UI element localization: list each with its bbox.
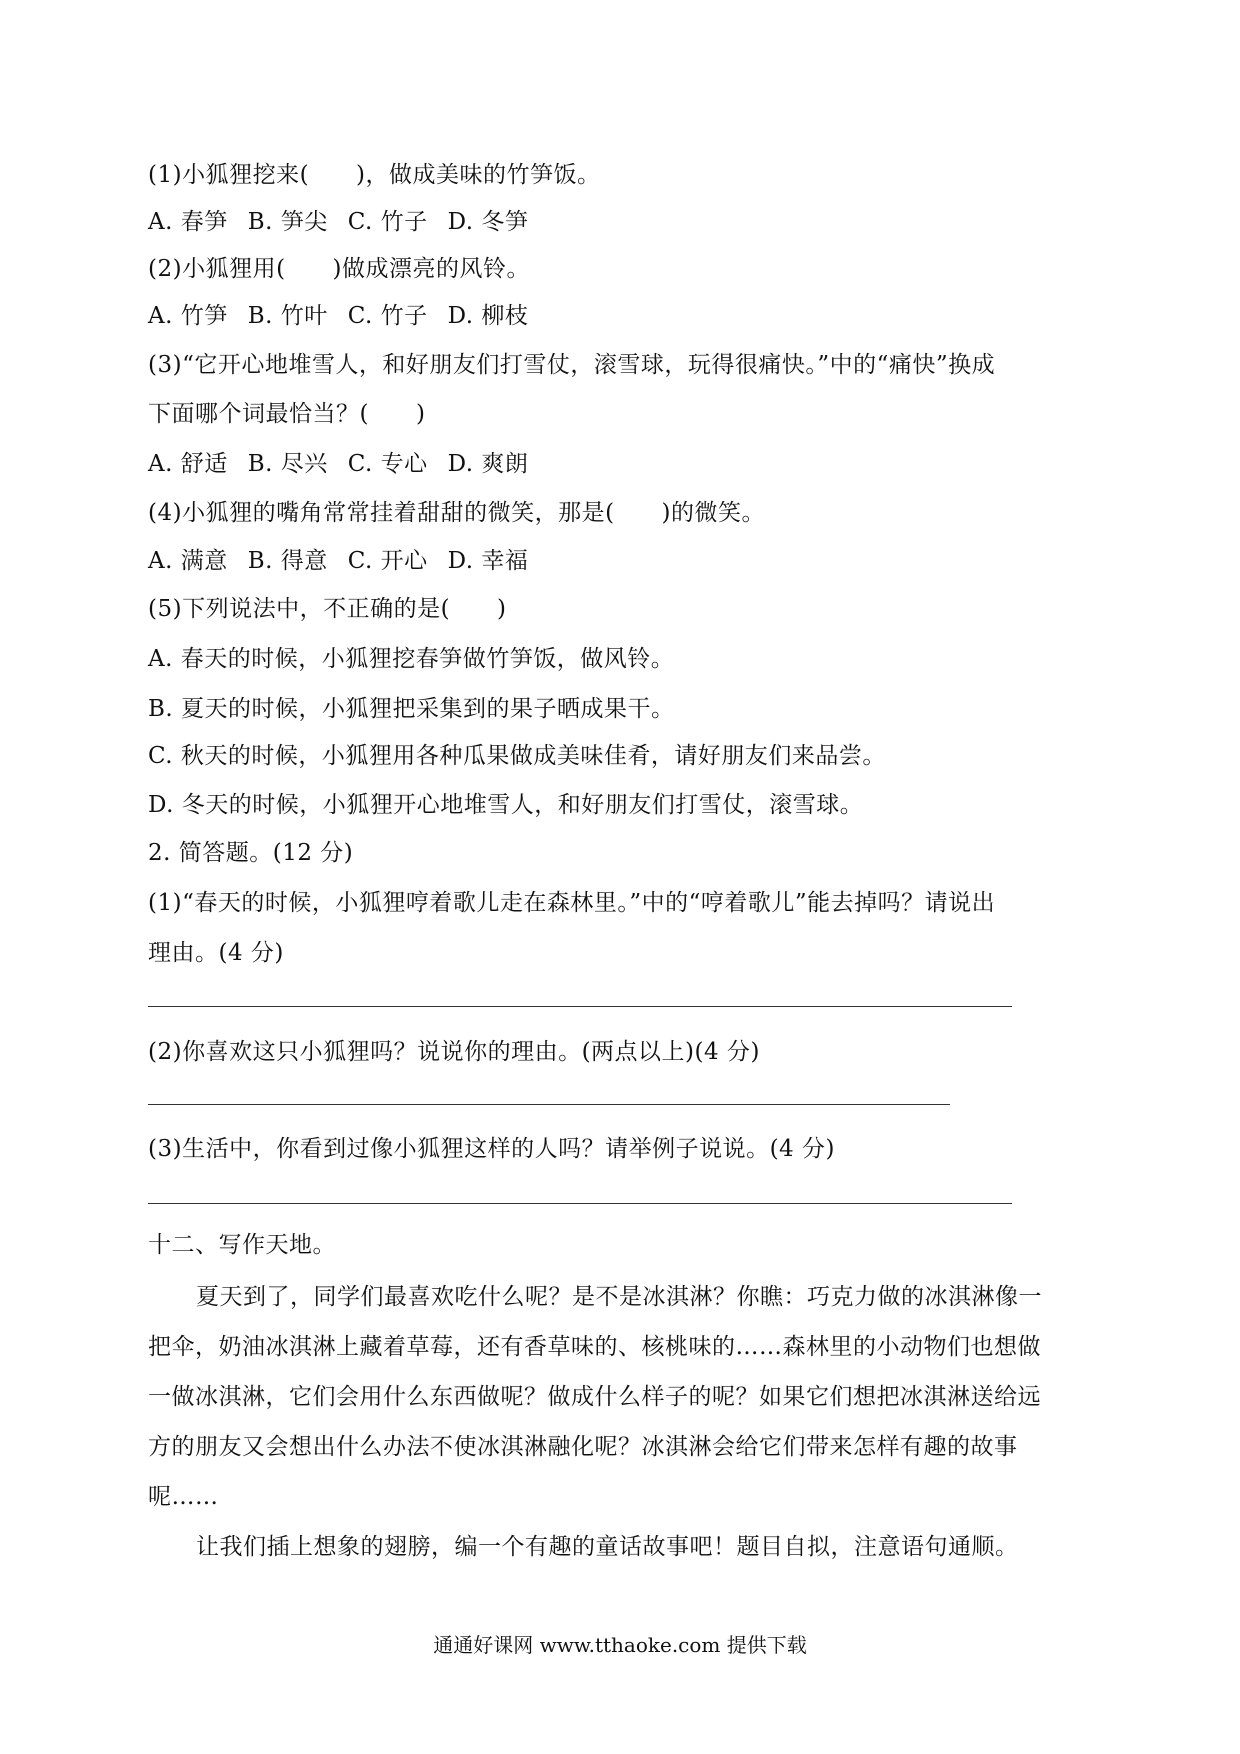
writing-para1-line3: 一做冰淇淋，它们会用什么东西做呢？做成什么样子的呢？如果它们想把冰淇淋送给远: [148, 1384, 1041, 1410]
writing-heading: 十二、写作天地。: [148, 1232, 336, 1258]
option: D. 冬笋: [447, 209, 529, 235]
writing-para1-line2: 把伞，奶油冰淇淋上藏着草莓，还有香草味的、核桃味的……森林里的小动物们也想做: [148, 1334, 1041, 1360]
short-answer-heading: 2. 简答题。(12 分): [148, 840, 354, 866]
question-5-stem: (5)下列说法中，不正确的是( ): [148, 596, 507, 622]
option: B. 得意: [247, 548, 328, 574]
question-5-option-b: B. 夏天的时候，小狐狸把采集到的果子晒成果干。: [148, 696, 675, 722]
question-4-stem: (4)小狐狸的嘴角常常挂着甜甜的微笑，那是( )的微笑。: [148, 500, 766, 526]
question-3-stem-line1: (3)“它开心地堆雪人，和好朋友们打雪仗，滚雪球，玩得很痛快。”中的“痛快”换成: [148, 352, 996, 378]
option: C. 竹子: [347, 209, 428, 235]
writing-para2: 让我们插上想象的翅膀，编一个有趣的童话故事吧！题目自拟，注意语句通顺。: [196, 1534, 1019, 1560]
writing-para1-line4: 方的朋友又会想出什么办法不使冰淇淋融化呢？冰淇淋会给它们带来怎样有趣的故事: [148, 1434, 1018, 1460]
question-3-stem-line2: 下面哪个词最恰当？( ): [148, 401, 426, 427]
option: C. 专心: [347, 451, 428, 477]
question-4-options: [148, 546, 548, 576]
option: C. 开心: [347, 548, 428, 574]
question-1-options: [148, 207, 548, 237]
option: A. 春笋: [148, 209, 228, 235]
option: C. 竹子: [347, 303, 428, 329]
question-3-options: [148, 449, 548, 479]
option: A. 满意: [148, 548, 228, 574]
answer-line-3[interactable]: [148, 1203, 1012, 1204]
option: D. 幸福: [447, 548, 529, 574]
option: A. 舒适: [148, 451, 228, 477]
option: B. 笋尖: [247, 209, 328, 235]
short-answer-q3: (3)生活中，你看到过像小狐狸这样的人吗？请举例子说说。(4 分): [148, 1136, 835, 1162]
option: D. 爽朗: [447, 451, 529, 477]
writing-para1-line1: 夏天到了，同学们最喜欢吃什么呢？是不是冰淇淋？你瞧：巧克力做的冰淇淋像一: [196, 1284, 1042, 1310]
question-2-stem: (2)小狐狸用( )做成漂亮的风铃。: [148, 256, 531, 282]
question-5-option-c: C. 秋天的时候，小狐狸用各种瓜果做成美味佳肴，请好朋友们来品尝。: [148, 743, 886, 769]
writing-para1-line5: 呢……: [148, 1484, 219, 1510]
option: B. 竹叶: [247, 303, 328, 329]
short-answer-q2: (2)你喜欢这只小狐狸吗？说说你的理由。(两点以上)(4 分): [148, 1039, 760, 1065]
answer-line-1[interactable]: [148, 1006, 1012, 1007]
option: D. 柳枝: [447, 303, 529, 329]
option: B. 尽兴: [247, 451, 328, 477]
option: A. 竹笋: [148, 303, 228, 329]
question-2-options: [148, 301, 548, 331]
short-answer-q1-line2: 理由。(4 分): [148, 940, 284, 966]
short-answer-q1-line1: (1)“春天的时候，小狐狸哼着歌儿走在森林里。”中的“哼着歌儿”能去掉吗？请说出: [148, 890, 996, 916]
question-1-stem: (1)小狐狸挖来( )，做成美味的竹笋饭。: [148, 162, 601, 188]
answer-line-2[interactable]: [148, 1104, 950, 1105]
page-footer: 通通好课网 www.tthaoke.com 提供下载: [433, 1633, 807, 1657]
question-5-option-d: D. 冬天的时候，小狐狸开心地堆雪人，和好朋友们打雪仗，滚雪球。: [148, 792, 864, 818]
question-5-option-a: A. 春天的时候，小狐狸挖春笋做竹笋饭，做风铃。: [148, 646, 675, 672]
